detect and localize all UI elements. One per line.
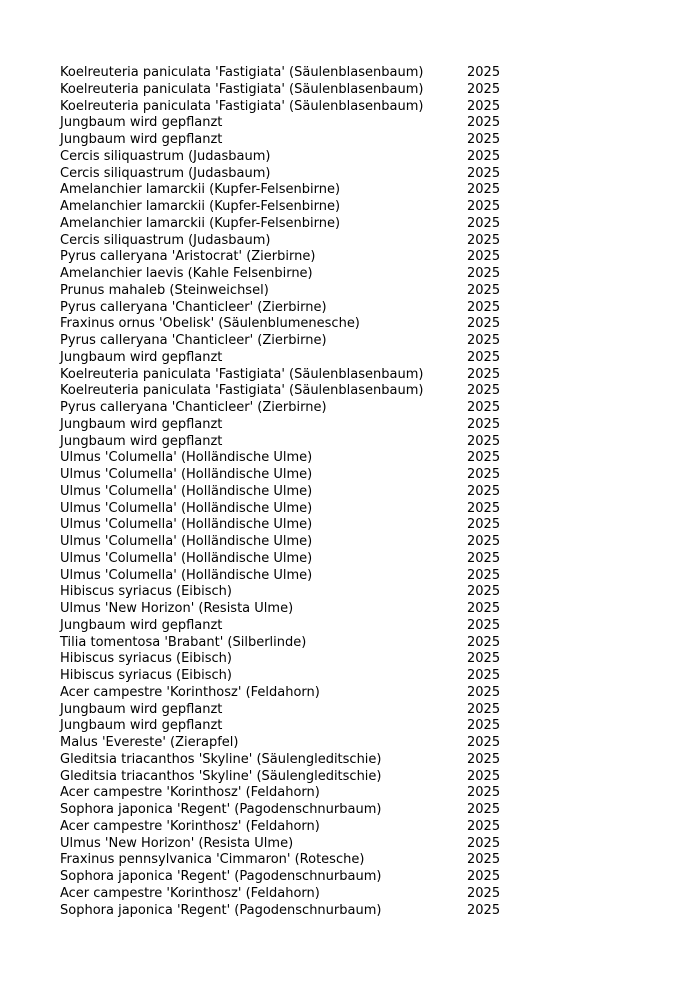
- tree-name: Amelanchier lamarckii (Kupfer-Felsenbirne): [60, 215, 341, 231]
- tree-name: Jungbaum wird gepflanzt: [60, 132, 223, 147]
- tree-name: Amelanchier lamarckii (Kupfer-Felsenbirne): [60, 199, 341, 214]
- tree-name: Amelanchier laevis (Kahle Felsenbirne): [60, 266, 313, 281]
- planting-year: 2025: [467, 65, 501, 80]
- planting-year: 2025: [467, 500, 501, 516]
- tree-name: Hibiscus syriacus (Eibisch): [60, 668, 232, 683]
- list-item: [60, 618, 580, 635]
- tree-name: Ulmus 'Columella' (Holländische Ulme): [60, 517, 313, 533]
- list-item: [60, 115, 580, 132]
- tree-name: Jungbaum wird gepflanzt: [60, 349, 223, 365]
- planting-year: 2025: [467, 132, 501, 147]
- planting-year: 2025: [467, 601, 501, 616]
- planting-year: 2025: [467, 802, 501, 817]
- tree-planting-list: [60, 65, 580, 919]
- planting-year: 2025: [467, 835, 501, 851]
- tree-name: Amelanchier lamarckii (Kupfer-Felsenbirne): [60, 182, 341, 198]
- list-item: [60, 501, 580, 518]
- list-item: [60, 584, 580, 601]
- planting-year: 2025: [467, 617, 501, 633]
- planting-year: 2025: [467, 651, 501, 667]
- list-item: [60, 367, 580, 384]
- list-item: [60, 149, 580, 166]
- list-item: [60, 400, 580, 417]
- tree-name: Koelreuteria paniculata 'Fastigiata' (Säulenblasenbaum): [60, 98, 424, 114]
- planting-year: 2025: [467, 902, 501, 918]
- planting-year: 2025: [467, 567, 501, 583]
- planting-year: 2025: [467, 333, 501, 348]
- tree-name: Prunus mahaleb (Steinweichsel): [60, 282, 269, 298]
- planting-year: 2025: [467, 668, 501, 683]
- list-item: [60, 836, 580, 853]
- tree-name: Ulmus 'New Horizon' (Resista Ulme): [60, 835, 294, 851]
- planting-year: 2025: [467, 115, 501, 131]
- list-item: [60, 702, 580, 719]
- planting-year: 2025: [467, 701, 501, 717]
- list-item: [60, 216, 580, 233]
- list-item: [60, 132, 580, 149]
- tree-name: Jungbaum wird gepflanzt: [60, 416, 223, 432]
- planting-year: 2025: [467, 299, 501, 315]
- list-item: [60, 166, 580, 183]
- tree-name: Cercis siliquastrum (Judasbaum): [60, 165, 271, 181]
- list-item: [60, 534, 580, 551]
- list-item: [60, 718, 580, 735]
- list-item: [60, 517, 580, 534]
- planting-year: 2025: [467, 467, 501, 482]
- tree-name: Pyrus calleryana 'Chanticleer' (Zierbirne): [60, 299, 327, 315]
- tree-name: Tilia tomentosa 'Brabant' (Silberlinde): [60, 634, 307, 650]
- planting-year: 2025: [467, 81, 501, 97]
- list-item: [60, 383, 580, 400]
- tree-name: Jungbaum wird gepflanzt: [60, 718, 223, 734]
- planting-year: 2025: [467, 215, 501, 231]
- planting-year: 2025: [467, 818, 501, 834]
- tree-name: Ulmus 'Columella' (Holländische Ulme): [60, 450, 313, 466]
- tree-name: Acer campestre 'Korinthosz' (Feldahorn): [60, 684, 320, 700]
- list-item: [60, 450, 580, 467]
- tree-name: Sophora japonica 'Regent' (Pagodenschnurbaum): [60, 902, 382, 918]
- planting-year: 2025: [467, 885, 501, 901]
- planting-year: 2025: [467, 98, 501, 114]
- tree-name: Malus 'Evereste' (Zierapfel): [60, 735, 239, 750]
- planting-year: 2025: [467, 550, 501, 566]
- planting-year: 2025: [467, 634, 501, 650]
- tree-name: Ulmus 'Columella' (Holländische Ulme): [60, 550, 313, 566]
- tree-name: Hibiscus syriacus (Eibisch): [60, 584, 232, 600]
- list-item: [60, 886, 580, 903]
- planting-year: 2025: [467, 266, 501, 281]
- planting-year: 2025: [467, 450, 501, 466]
- tree-name: Gleditsia triacanthos 'Skyline' (Säulengleditschie): [60, 768, 382, 784]
- tree-name: Koelreuteria paniculata 'Fastigiata' (Säulenblasenbaum): [60, 383, 424, 399]
- tree-name: Pyrus calleryana 'Chanticleer' (Zierbirne): [60, 333, 327, 348]
- planting-year: 2025: [467, 735, 501, 750]
- tree-name: Jungbaum wird gepflanzt: [60, 617, 223, 633]
- tree-name: Ulmus 'Columella' (Holländische Ulme): [60, 567, 313, 583]
- list-item: [60, 769, 580, 786]
- planting-year: 2025: [467, 584, 501, 600]
- list-item: [60, 852, 580, 869]
- tree-name: Ulmus 'Columella' (Holländische Ulme): [60, 534, 313, 549]
- list-item: [60, 233, 580, 250]
- list-item: [60, 752, 580, 769]
- tree-name: Ulmus 'Columella' (Holländische Ulme): [60, 483, 313, 499]
- planting-year: 2025: [467, 349, 501, 365]
- list-item: [60, 182, 580, 199]
- list-item: [60, 333, 580, 350]
- planting-year: 2025: [467, 282, 501, 298]
- list-item: [60, 316, 580, 333]
- list-item: [60, 568, 580, 585]
- list-item: [60, 819, 580, 836]
- list-item: [60, 735, 580, 752]
- list-item: [60, 668, 580, 685]
- planting-year: 2025: [467, 383, 501, 399]
- planting-year: 2025: [467, 684, 501, 700]
- list-item: [60, 99, 580, 116]
- tree-name: Fraxinus ornus 'Obelisk' (Säulenblumenesche): [60, 316, 360, 332]
- planting-year: 2025: [467, 148, 501, 164]
- planting-year: 2025: [467, 400, 501, 415]
- planting-year: 2025: [467, 852, 501, 868]
- list-item: [60, 283, 580, 300]
- planting-year: 2025: [467, 165, 501, 181]
- tree-name: Pyrus calleryana 'Chanticleer' (Zierbirne): [60, 400, 327, 415]
- tree-name: Fraxinus pennsylvanica 'Cimmaron' (Rotesche): [60, 852, 365, 868]
- planting-year: 2025: [467, 316, 501, 332]
- tree-name: Koelreuteria paniculata 'Fastigiata' (Säulenblasenbaum): [60, 366, 424, 382]
- tree-name: Jungbaum wird gepflanzt: [60, 701, 223, 717]
- planting-year: 2025: [467, 199, 501, 214]
- planting-year: 2025: [467, 517, 501, 533]
- list-item: [60, 82, 580, 99]
- tree-name: Gleditsia triacanthos 'Skyline' (Säulengleditschie): [60, 751, 382, 767]
- tree-name: Acer campestre 'Korinthosz' (Feldahorn): [60, 785, 320, 801]
- list-item: [60, 65, 580, 82]
- list-item: [60, 685, 580, 702]
- tree-name: Ulmus 'Columella' (Holländische Ulme): [60, 467, 313, 482]
- list-item: [60, 300, 580, 317]
- planting-year: 2025: [467, 751, 501, 767]
- planting-year: 2025: [467, 718, 501, 734]
- list-item: [60, 199, 580, 216]
- planting-year: 2025: [467, 249, 501, 265]
- list-item: [60, 635, 580, 652]
- list-item: [60, 467, 580, 484]
- tree-name: Ulmus 'Columella' (Holländische Ulme): [60, 500, 313, 516]
- tree-name: Acer campestre 'Korinthosz' (Feldahorn): [60, 885, 320, 901]
- planting-year: 2025: [467, 182, 501, 198]
- planting-year: 2025: [467, 416, 501, 432]
- planting-year: 2025: [467, 366, 501, 382]
- list-item: [60, 785, 580, 802]
- tree-name: Hibiscus syriacus (Eibisch): [60, 651, 232, 667]
- list-item: [60, 551, 580, 568]
- list-item: [60, 484, 580, 501]
- planting-year: 2025: [467, 768, 501, 784]
- planting-year: 2025: [467, 785, 501, 801]
- tree-name: Jungbaum wird gepflanzt: [60, 433, 223, 449]
- tree-name: Acer campestre 'Korinthosz' (Feldahorn): [60, 818, 320, 834]
- list-item: [60, 903, 580, 920]
- list-item: [60, 802, 580, 819]
- list-item: [60, 350, 580, 367]
- list-item: [60, 869, 580, 886]
- tree-name: Pyrus calleryana 'Aristocrat' (Zierbirne): [60, 249, 316, 265]
- list-item: [60, 249, 580, 266]
- tree-name: Ulmus 'New Horizon' (Resista Ulme): [60, 601, 294, 616]
- planting-year: 2025: [467, 232, 501, 248]
- list-item: [60, 651, 580, 668]
- planting-year: 2025: [467, 483, 501, 499]
- planting-year: 2025: [467, 433, 501, 449]
- tree-name: Sophora japonica 'Regent' (Pagodenschnurbaum): [60, 802, 382, 817]
- planting-year: 2025: [467, 869, 501, 884]
- planting-year: 2025: [467, 534, 501, 549]
- tree-name: Koelreuteria paniculata 'Fastigiata' (Säulenblasenbaum): [60, 81, 424, 97]
- tree-name: Jungbaum wird gepflanzt: [60, 115, 223, 131]
- tree-name: Cercis siliquastrum (Judasbaum): [60, 232, 271, 248]
- list-item: [60, 601, 580, 618]
- list-item: [60, 434, 580, 451]
- tree-name: Cercis siliquastrum (Judasbaum): [60, 148, 271, 164]
- tree-name: Sophora japonica 'Regent' (Pagodenschnurbaum): [60, 869, 382, 884]
- tree-name: Koelreuteria paniculata 'Fastigiata' (Säulenblasenbaum): [60, 65, 424, 80]
- list-item: [60, 417, 580, 434]
- list-item: [60, 266, 580, 283]
